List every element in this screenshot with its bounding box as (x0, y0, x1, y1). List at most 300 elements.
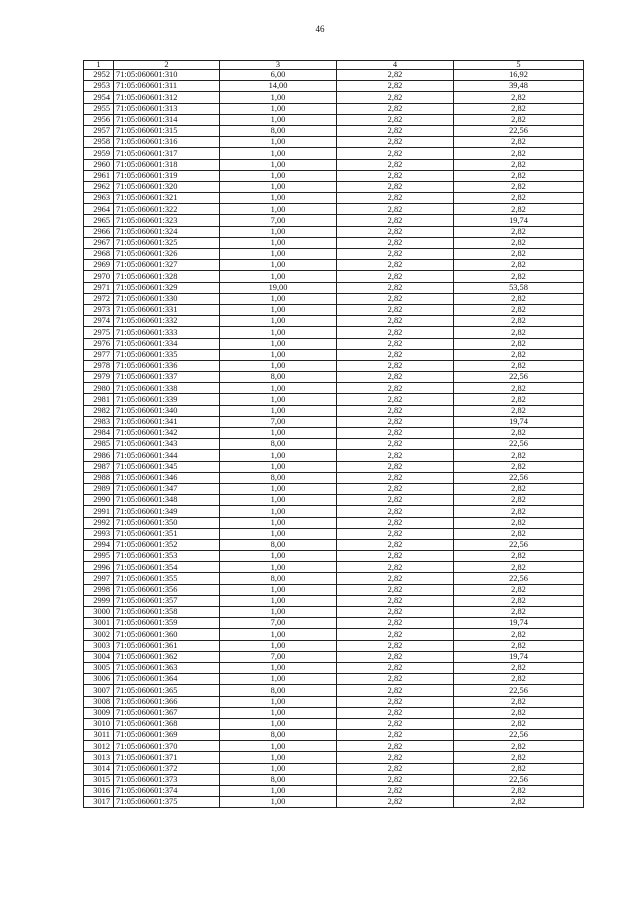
total-cell: 2,82 (454, 506, 584, 517)
value-cell: 8,00 (220, 439, 337, 450)
total-cell: 2,82 (454, 360, 584, 371)
rate-cell: 2,82 (337, 495, 454, 506)
cadastral-number-cell: 71:05:060601:358 (114, 607, 220, 618)
table-row (84, 629, 584, 640)
row-number-cell: 3002 (84, 629, 114, 640)
total-cell: 2,82 (454, 696, 584, 707)
cadastral-number-cell: 71:05:060601:347 (114, 483, 220, 494)
row-number-cell: 2997 (84, 573, 114, 584)
cadastral-number-cell: 71:05:060601:362 (114, 651, 220, 662)
value-cell: 1,00 (220, 204, 337, 215)
row-number-cell: 2971 (84, 282, 114, 293)
cadastral-number-cell: 71:05:060601:314 (114, 114, 220, 125)
row-number-cell: 3007 (84, 685, 114, 696)
row-number-cell: 2972 (84, 293, 114, 304)
total-cell: 2,82 (454, 428, 584, 439)
table-row (84, 349, 584, 360)
total-cell: 2,82 (454, 103, 584, 114)
row-number-cell: 3011 (84, 730, 114, 741)
table-row (84, 204, 584, 215)
cadastral-number-cell: 71:05:060601:322 (114, 204, 220, 215)
rate-cell: 2,82 (337, 293, 454, 304)
table-row (84, 428, 584, 439)
rate-cell: 2,82 (337, 81, 454, 92)
table-row (84, 528, 584, 539)
table-row (84, 674, 584, 685)
row-number-cell: 3017 (84, 797, 114, 808)
rate-cell: 2,82 (337, 461, 454, 472)
value-cell: 1,00 (220, 551, 337, 562)
rate-cell: 2,82 (337, 204, 454, 215)
table-row (84, 327, 584, 338)
value-cell: 1,00 (220, 383, 337, 394)
cadastral-number-cell: 71:05:060601:337 (114, 372, 220, 383)
total-cell: 2,82 (454, 483, 584, 494)
cadastral-number-cell: 71:05:060601:357 (114, 595, 220, 606)
rate-cell: 2,82 (337, 360, 454, 371)
row-number-cell: 2987 (84, 461, 114, 472)
cadastral-number-cell: 71:05:060601:371 (114, 752, 220, 763)
value-cell: 1,00 (220, 506, 337, 517)
table-row (84, 483, 584, 494)
rate-cell: 2,82 (337, 304, 454, 315)
cadastral-number-cell: 71:05:060601:342 (114, 428, 220, 439)
value-cell: 8,00 (220, 539, 337, 550)
value-cell: 1,00 (220, 92, 337, 103)
cadastral-number-cell: 71:05:060601:361 (114, 640, 220, 651)
value-cell: 1,00 (220, 349, 337, 360)
row-number-cell: 2988 (84, 472, 114, 483)
cadastral-number-cell: 71:05:060601:363 (114, 662, 220, 673)
total-cell: 2,82 (454, 495, 584, 506)
row-number-cell: 2978 (84, 360, 114, 371)
column-header-4: 4 (337, 61, 454, 70)
rate-cell: 2,82 (337, 730, 454, 741)
row-number-cell: 3001 (84, 618, 114, 629)
table-row (84, 249, 584, 260)
value-cell: 1,00 (220, 595, 337, 606)
rate-cell: 2,82 (337, 741, 454, 752)
value-cell: 1,00 (220, 786, 337, 797)
table-row (84, 304, 584, 315)
value-cell: 1,00 (220, 405, 337, 416)
row-number-cell: 2993 (84, 528, 114, 539)
cadastral-number-cell: 71:05:060601:318 (114, 159, 220, 170)
total-cell: 2,82 (454, 640, 584, 651)
table-row (84, 506, 584, 517)
total-cell: 19,74 (454, 618, 584, 629)
rate-cell: 2,82 (337, 763, 454, 774)
table-row (84, 215, 584, 226)
table-row (84, 730, 584, 741)
table-row (84, 125, 584, 136)
total-cell: 2,82 (454, 137, 584, 148)
cadastral-number-cell: 71:05:060601:375 (114, 797, 220, 808)
table-row (84, 226, 584, 237)
value-cell: 7,00 (220, 651, 337, 662)
total-cell: 2,82 (454, 629, 584, 640)
value-cell: 1,00 (220, 741, 337, 752)
table-row (84, 450, 584, 461)
row-number-cell: 3013 (84, 752, 114, 763)
value-cell: 1,00 (220, 148, 337, 159)
row-number-cell: 2979 (84, 372, 114, 383)
row-number-cell: 3006 (84, 674, 114, 685)
cadastral-number-cell: 71:05:060601:365 (114, 685, 220, 696)
header-row (84, 61, 584, 70)
table-row (84, 181, 584, 192)
cadastral-number-cell: 71:05:060601:321 (114, 193, 220, 204)
row-number-cell: 2975 (84, 327, 114, 338)
value-cell: 1,00 (220, 304, 337, 315)
value-cell: 6,00 (220, 70, 337, 81)
row-number-cell: 2953 (84, 81, 114, 92)
row-number-cell: 2998 (84, 584, 114, 595)
total-cell: 2,82 (454, 584, 584, 595)
table-row (84, 170, 584, 181)
value-cell: 1,00 (220, 181, 337, 192)
total-cell: 53,58 (454, 282, 584, 293)
rate-cell: 2,82 (337, 506, 454, 517)
value-cell: 14,00 (220, 81, 337, 92)
table-row (84, 260, 584, 271)
rate-cell: 2,82 (337, 282, 454, 293)
table-row (84, 707, 584, 718)
table-row (84, 461, 584, 472)
cadastral-number-cell: 71:05:060601:325 (114, 237, 220, 248)
total-cell: 2,82 (454, 607, 584, 618)
rate-cell: 2,82 (337, 707, 454, 718)
row-number-cell: 3016 (84, 786, 114, 797)
cadastral-number-cell: 71:05:060601:311 (114, 81, 220, 92)
cadastral-number-cell: 71:05:060601:351 (114, 528, 220, 539)
cadastral-number-cell: 71:05:060601:364 (114, 674, 220, 685)
rate-cell: 2,82 (337, 237, 454, 248)
cadastral-number-cell: 71:05:060601:359 (114, 618, 220, 629)
table-row (84, 618, 584, 629)
row-number-cell: 2973 (84, 304, 114, 315)
cadastral-number-cell: 71:05:060601:350 (114, 517, 220, 528)
total-cell: 2,82 (454, 338, 584, 349)
row-number-cell: 2965 (84, 215, 114, 226)
rate-cell: 2,82 (337, 607, 454, 618)
value-cell: 1,00 (220, 237, 337, 248)
row-number-cell: 3009 (84, 707, 114, 718)
row-number-cell: 2999 (84, 595, 114, 606)
value-cell: 1,00 (220, 170, 337, 181)
cadastral-number-cell: 71:05:060601:315 (114, 125, 220, 136)
row-number-cell: 2981 (84, 394, 114, 405)
rate-cell: 2,82 (337, 786, 454, 797)
table-row (84, 114, 584, 125)
cadastral-number-cell: 71:05:060601:370 (114, 741, 220, 752)
rate-cell: 2,82 (337, 383, 454, 394)
cadastral-number-cell: 71:05:060601:368 (114, 718, 220, 729)
rate-cell: 2,82 (337, 125, 454, 136)
cadastral-number-cell: 71:05:060601:316 (114, 137, 220, 148)
total-cell: 2,82 (454, 662, 584, 673)
table-row (84, 607, 584, 618)
cadastral-number-cell: 71:05:060601:372 (114, 763, 220, 774)
rate-cell: 2,82 (337, 528, 454, 539)
table-row (84, 282, 584, 293)
total-cell: 22,56 (454, 372, 584, 383)
row-number-cell: 2966 (84, 226, 114, 237)
total-cell: 22,56 (454, 472, 584, 483)
cadastral-number-cell: 71:05:060601:343 (114, 439, 220, 450)
rate-cell: 2,82 (337, 517, 454, 528)
cadastral-number-cell: 71:05:060601:345 (114, 461, 220, 472)
total-cell: 2,82 (454, 170, 584, 181)
total-cell: 2,82 (454, 763, 584, 774)
total-cell: 2,82 (454, 394, 584, 405)
row-number-cell: 2960 (84, 159, 114, 170)
cadastral-number-cell: 71:05:060601:339 (114, 394, 220, 405)
total-cell: 2,82 (454, 718, 584, 729)
cadastral-number-cell: 71:05:060601:344 (114, 450, 220, 461)
rate-cell: 2,82 (337, 640, 454, 651)
rate-cell: 2,82 (337, 215, 454, 226)
column-header-2: 2 (114, 61, 220, 70)
table-row (84, 148, 584, 159)
rate-cell: 2,82 (337, 416, 454, 427)
total-cell: 2,82 (454, 461, 584, 472)
rate-cell: 2,82 (337, 662, 454, 673)
cadastral-number-cell: 71:05:060601:312 (114, 92, 220, 103)
row-number-cell: 3003 (84, 640, 114, 651)
rate-cell: 2,82 (337, 674, 454, 685)
value-cell: 1,00 (220, 763, 337, 774)
cadastral-number-cell: 71:05:060601:317 (114, 148, 220, 159)
rate-cell: 2,82 (337, 618, 454, 629)
rate-cell: 2,82 (337, 595, 454, 606)
row-number-cell: 2969 (84, 260, 114, 271)
rate-cell: 2,82 (337, 148, 454, 159)
cadastral-number-cell: 71:05:060601:313 (114, 103, 220, 114)
row-number-cell: 2962 (84, 181, 114, 192)
rate-cell: 2,82 (337, 338, 454, 349)
table-row (84, 193, 584, 204)
value-cell: 1,00 (220, 752, 337, 763)
row-number-cell: 2964 (84, 204, 114, 215)
cadastral-number-cell: 71:05:060601:346 (114, 472, 220, 483)
table-row (84, 316, 584, 327)
rate-cell: 2,82 (337, 159, 454, 170)
rate-cell: 2,82 (337, 103, 454, 114)
cadastral-number-cell: 71:05:060601:328 (114, 271, 220, 282)
table-row (84, 103, 584, 114)
table-row (84, 595, 584, 606)
value-cell: 8,00 (220, 125, 337, 136)
table-row (84, 774, 584, 785)
rate-cell: 2,82 (337, 752, 454, 763)
cadastral-number-cell: 71:05:060601:348 (114, 495, 220, 506)
table-row (84, 539, 584, 550)
cadastral-number-cell: 71:05:060601:341 (114, 416, 220, 427)
row-number-cell: 3000 (84, 607, 114, 618)
rate-cell: 2,82 (337, 439, 454, 450)
cadastral-number-cell: 71:05:060601:310 (114, 70, 220, 81)
value-cell: 1,00 (220, 249, 337, 260)
total-cell: 22,56 (454, 730, 584, 741)
row-number-cell: 2989 (84, 483, 114, 494)
table-row (84, 383, 584, 394)
total-cell: 2,82 (454, 327, 584, 338)
cadastral-number-cell: 71:05:060601:355 (114, 573, 220, 584)
total-cell: 2,82 (454, 741, 584, 752)
table-row (84, 360, 584, 371)
rate-cell: 2,82 (337, 584, 454, 595)
table-row (84, 551, 584, 562)
row-number-cell: 2990 (84, 495, 114, 506)
cadastral-number-cell: 71:05:060601:323 (114, 215, 220, 226)
rate-cell: 2,82 (337, 372, 454, 383)
table-row (84, 271, 584, 282)
row-number-cell: 2967 (84, 237, 114, 248)
value-cell: 1,00 (220, 260, 337, 271)
rate-cell: 2,82 (337, 472, 454, 483)
row-number-cell: 3010 (84, 718, 114, 729)
table-row (84, 573, 584, 584)
row-number-cell: 3015 (84, 774, 114, 785)
total-cell: 2,82 (454, 707, 584, 718)
table-row (84, 495, 584, 506)
cadastral-number-cell: 71:05:060601:353 (114, 551, 220, 562)
total-cell: 19,74 (454, 416, 584, 427)
row-number-cell: 3012 (84, 741, 114, 752)
value-cell: 8,00 (220, 774, 337, 785)
total-cell: 2,82 (454, 237, 584, 248)
value-cell: 1,00 (220, 193, 337, 204)
table-row (84, 92, 584, 103)
cadastral-number-cell: 71:05:060601:319 (114, 170, 220, 181)
value-cell: 8,00 (220, 685, 337, 696)
rate-cell: 2,82 (337, 651, 454, 662)
total-cell: 22,56 (454, 573, 584, 584)
value-cell: 1,00 (220, 327, 337, 338)
total-cell: 22,56 (454, 125, 584, 136)
row-number-cell: 2958 (84, 137, 114, 148)
value-cell: 1,00 (220, 707, 337, 718)
table-row (84, 741, 584, 752)
table-row (84, 439, 584, 450)
value-cell: 1,00 (220, 483, 337, 494)
value-cell: 1,00 (220, 103, 337, 114)
value-cell: 1,00 (220, 797, 337, 808)
value-cell: 8,00 (220, 372, 337, 383)
rate-cell: 2,82 (337, 539, 454, 550)
row-number-cell: 2984 (84, 428, 114, 439)
rate-cell: 2,82 (337, 249, 454, 260)
rate-cell: 2,82 (337, 483, 454, 494)
total-cell: 2,82 (454, 226, 584, 237)
row-number-cell: 2995 (84, 551, 114, 562)
table-row (84, 763, 584, 774)
total-cell: 2,82 (454, 405, 584, 416)
total-cell: 2,82 (454, 271, 584, 282)
total-cell: 2,82 (454, 517, 584, 528)
rate-cell: 2,82 (337, 193, 454, 204)
value-cell: 1,00 (220, 517, 337, 528)
row-number-cell: 2954 (84, 92, 114, 103)
table-row (84, 696, 584, 707)
total-cell: 22,56 (454, 685, 584, 696)
table-row (84, 472, 584, 483)
table-row (84, 584, 584, 595)
total-cell: 39,48 (454, 81, 584, 92)
cadastral-number-cell: 71:05:060601:338 (114, 383, 220, 394)
cadastral-number-cell: 71:05:060601:360 (114, 629, 220, 640)
page-number: 46 (315, 24, 325, 34)
table-row (84, 338, 584, 349)
table-body (84, 70, 584, 808)
row-number-cell: 2963 (84, 193, 114, 204)
table-row (84, 797, 584, 808)
cadastral-number-cell: 71:05:060601:320 (114, 181, 220, 192)
total-cell: 19,74 (454, 215, 584, 226)
value-cell: 19,00 (220, 282, 337, 293)
total-cell: 2,82 (454, 562, 584, 573)
row-number-cell: 2956 (84, 114, 114, 125)
row-number-cell: 2985 (84, 439, 114, 450)
total-cell: 2,82 (454, 595, 584, 606)
value-cell: 1,00 (220, 640, 337, 651)
column-header-1: 1 (84, 61, 114, 70)
total-cell: 22,56 (454, 774, 584, 785)
rate-cell: 2,82 (337, 718, 454, 729)
value-cell: 1,00 (220, 394, 337, 405)
rate-cell: 2,82 (337, 562, 454, 573)
total-cell: 2,82 (454, 181, 584, 192)
value-cell: 1,00 (220, 316, 337, 327)
cadastral-number-cell: 71:05:060601:349 (114, 506, 220, 517)
value-cell: 1,00 (220, 450, 337, 461)
table-row (84, 562, 584, 573)
value-cell: 1,00 (220, 674, 337, 685)
table-row (84, 293, 584, 304)
table-row (84, 137, 584, 148)
total-cell: 2,82 (454, 148, 584, 159)
value-cell: 1,00 (220, 137, 337, 148)
value-cell: 1,00 (220, 428, 337, 439)
rate-cell: 2,82 (337, 260, 454, 271)
rate-cell: 2,82 (337, 316, 454, 327)
value-cell: 1,00 (220, 271, 337, 282)
value-cell: 1,00 (220, 662, 337, 673)
row-number-cell: 2992 (84, 517, 114, 528)
column-header-5: 5 (454, 61, 584, 70)
table-row (84, 394, 584, 405)
value-cell: 7,00 (220, 618, 337, 629)
cadastral-number-cell: 71:05:060601:336 (114, 360, 220, 371)
total-cell: 2,82 (454, 304, 584, 315)
value-cell: 1,00 (220, 495, 337, 506)
value-cell: 1,00 (220, 562, 337, 573)
rate-cell: 2,82 (337, 181, 454, 192)
value-cell: 1,00 (220, 338, 337, 349)
cadastral-number-cell: 71:05:060601:369 (114, 730, 220, 741)
cadastral-number-cell: 71:05:060601:332 (114, 316, 220, 327)
total-cell: 2,82 (454, 752, 584, 763)
value-cell: 1,00 (220, 718, 337, 729)
value-cell: 1,00 (220, 226, 337, 237)
cadastral-number-cell: 71:05:060601:329 (114, 282, 220, 293)
total-cell: 19,74 (454, 651, 584, 662)
total-cell: 22,56 (454, 439, 584, 450)
row-number-cell: 2957 (84, 125, 114, 136)
total-cell: 2,82 (454, 293, 584, 304)
rate-cell: 2,82 (337, 405, 454, 416)
